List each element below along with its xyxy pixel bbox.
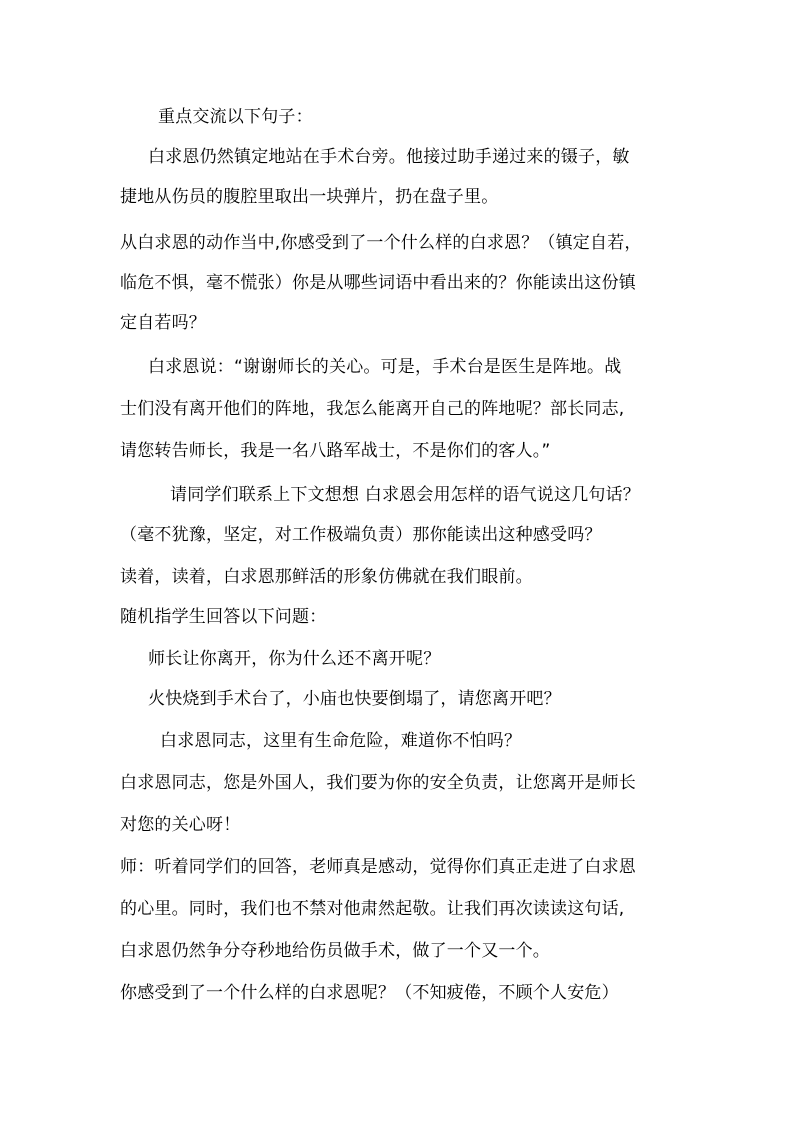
text-line-2: 白求恩仍然镇定地站在手术台旁。他接过助手递过来的镊子，敏 bbox=[148, 147, 630, 167]
text-line-19: 师：听着同学们的回答，老师真是感动，觉得你们真正走进了白求恩 bbox=[120, 857, 636, 877]
text-line-12: 读着，读着，白求恩那鲜活的形象仿佛就在我们眼前。 bbox=[120, 567, 533, 587]
text-line-17: 白求恩同志，您是外国人，我们要为你的安全负责，让您离开是师长 bbox=[120, 773, 636, 793]
text-line-13: 随机指学生回答以下问题： bbox=[120, 607, 327, 627]
text-line-5: 临危不惧，毫不慌张）你是从哪些词语中看出来的？你能读出这份镇 bbox=[120, 273, 636, 293]
text-line-16: 白求恩同志，这里有生命危险，难道你不怕吗？ bbox=[160, 731, 522, 751]
text-line-21: 白求恩仍然争分夺秒地给伤员做手术，做了一个又一个。 bbox=[120, 941, 550, 961]
text-line-14: 师长让你离开，你为什么还不离开呢？ bbox=[148, 649, 441, 669]
text-line-22: 你感受到了一个什么样的白求恩呢？（不知疲倦，不顾个人安危） bbox=[120, 983, 619, 1003]
text-line-6: 定自若吗？ bbox=[120, 313, 206, 333]
text-line-10: 请同学们联系上下文想想 白求恩会用怎样的语气说这几句话？ bbox=[170, 485, 641, 505]
text-line-1: 重点交流以下句子： bbox=[158, 107, 313, 127]
text-line-7: 白求恩说：“谢谢师长的关心。可是，手术台是医生是阵地。战 bbox=[148, 357, 622, 377]
text-line-4: 从白求恩的动作当中,你感受到了一个什么样的白求恩？（镇定自若， bbox=[120, 233, 642, 253]
text-line-20: 的心里。同时，我们也不禁对他肃然起敬。让我们再次读读这句话, bbox=[120, 899, 625, 919]
text-line-8: 士们没有离开他们的阵地，我怎么能离开自己的阵地呢？部长同志, bbox=[120, 399, 625, 419]
text-line-18: 对您的关心呀！ bbox=[120, 815, 241, 835]
text-line-15: 火快烧到手术台了，小庙也快要倒塌了，请您离开吧？ bbox=[148, 689, 561, 709]
text-line-3: 捷地从伤员的腹腔里取出一块弹片，扔在盘子里。 bbox=[120, 187, 499, 207]
text-line-9: 请您转告师长，我是一名八路军战士，不是你们的客人。” bbox=[120, 441, 551, 461]
text-line-11: （毫不犹豫，坚定，对工作极端负责）那你能读出这种感受吗？ bbox=[120, 525, 602, 545]
